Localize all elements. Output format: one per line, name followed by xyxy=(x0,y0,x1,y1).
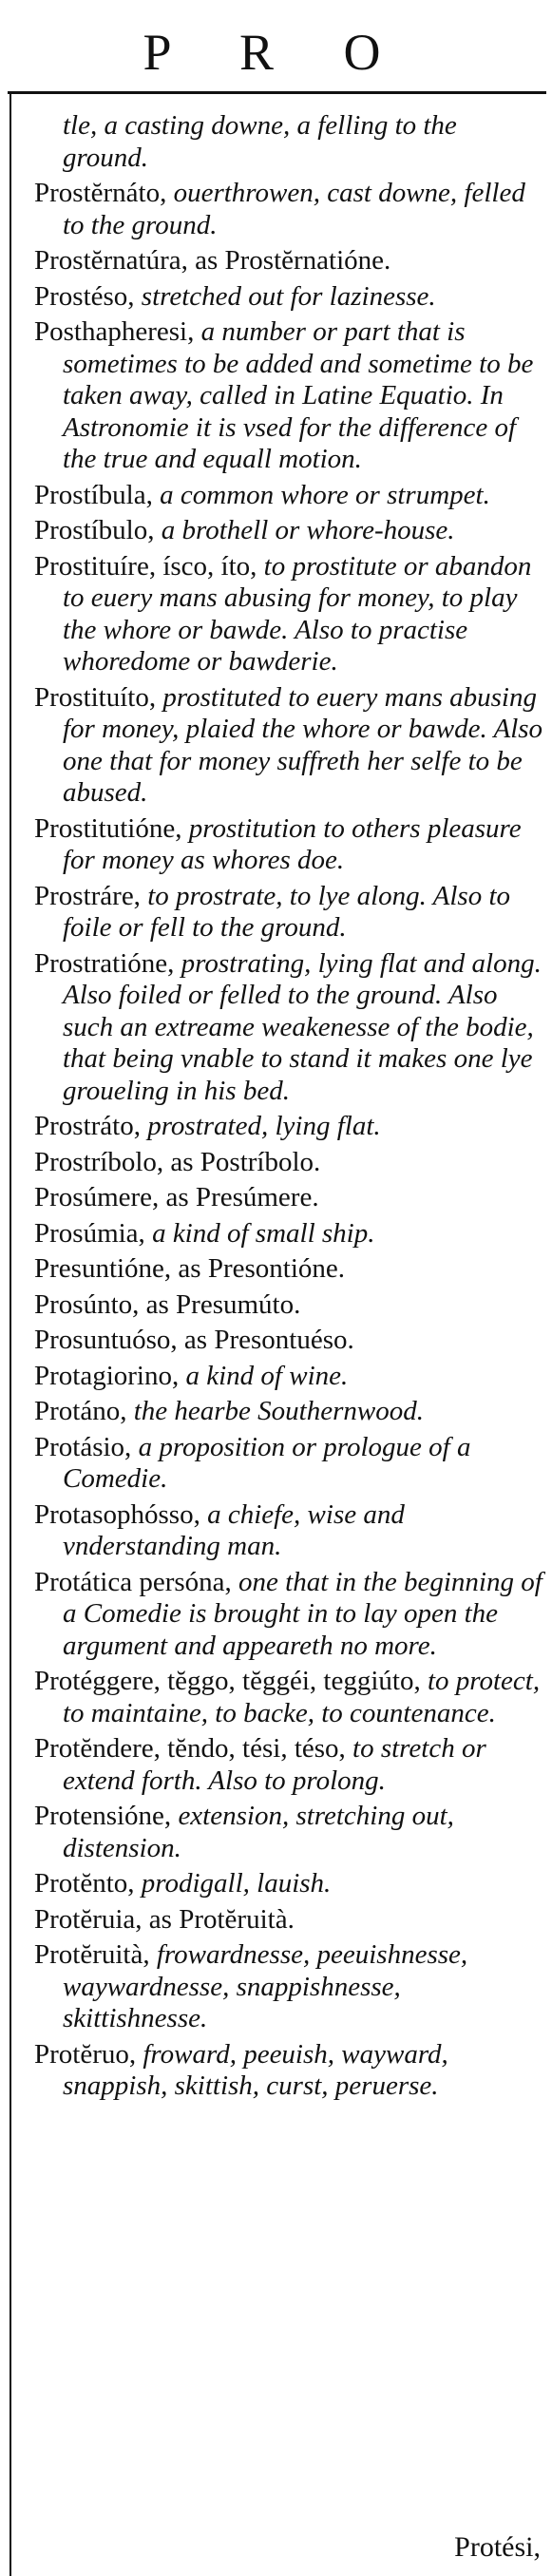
top-rule xyxy=(8,91,546,94)
dictionary-entry xyxy=(34,2039,543,2103)
entry-headword: Prostituíre, ísco, íto, xyxy=(34,550,264,582)
dictionary-entry xyxy=(34,1904,543,1937)
dictionary-entry xyxy=(34,1499,543,1563)
entry-definition: a kind of small ship. xyxy=(152,1217,375,1249)
dictionary-entry xyxy=(34,1147,543,1179)
dictionary-entry xyxy=(34,1182,543,1214)
entry-definition: prostituted to euery mans abusing for money, plaied the whore or bawde. Also one that for money suffreth her selfe to be abused. xyxy=(63,681,543,808)
column-rule xyxy=(10,93,11,2576)
entry-definition: to stretch or extend forth. Also to prolong. xyxy=(63,1733,486,1796)
entry-headword: Posthapheresi, xyxy=(34,316,201,347)
dictionary-entry xyxy=(34,1361,543,1393)
entry-definition: a proposition or prologue of a Comedie. xyxy=(63,1431,471,1494)
entry-definition: a kind of wine. xyxy=(185,1360,349,1391)
entry-definition: a brothell or whore-house. xyxy=(161,515,455,545)
entry-headword: Protagiorino, xyxy=(34,1360,186,1391)
entry-headword: Prostráre, xyxy=(34,880,148,911)
dictionary-entry xyxy=(34,245,543,277)
entry-headword: Prosuntuóso, as Presontuéso. xyxy=(34,1325,354,1355)
dictionary-entry xyxy=(34,1325,543,1357)
entry-headword: Protĕndere, tĕndo, tési, téso, xyxy=(34,1733,353,1764)
catchword: Protési, xyxy=(454,2531,541,2563)
entry-headword: Presuntióne, as Presontióne. xyxy=(34,1253,346,1284)
dictionary-entry xyxy=(34,1801,543,1864)
entry-headword: Protasophósso, xyxy=(34,1498,208,1530)
dictionary-entry xyxy=(34,682,543,810)
page-header xyxy=(0,23,552,82)
dictionary-entry xyxy=(34,515,543,547)
entry-definition: to prostitute or abandon to euery mans abusing for money, to play the whore or bawde. Also to practise whoredome or bawderie. xyxy=(63,550,532,677)
entry-headword: Protensióne, xyxy=(34,1801,179,1831)
dictionary-entry xyxy=(34,1939,543,2035)
entry-headword: Protĕruità, xyxy=(34,1939,157,1970)
entry-definition: prostitution to others pleasure for money as whores doe. xyxy=(63,812,522,875)
entry-definition: prostrating, lying flat and along. Also foiled or felled to the ground. Also such an extreame weakenesse of the bodie, that being vnable to stand it makes one lye groueling in his bed. xyxy=(63,947,542,1106)
entry-headword: Prostĕrnáto, xyxy=(34,178,174,208)
dictionary-entry xyxy=(34,480,543,512)
dictionary-entry xyxy=(34,948,543,1108)
entry-definition: the hearbe Southernwood. xyxy=(133,1396,424,1426)
dictionary-entry xyxy=(34,1567,543,1663)
entry-headword: Prostratióne, xyxy=(34,947,181,979)
dictionary-entry xyxy=(34,1218,543,1250)
entry-headword: Prostríbolo, as Postríbolo. xyxy=(34,1146,321,1177)
entry-headword: Prostéso, xyxy=(34,280,142,312)
entry-headword: Prosúmia, xyxy=(34,1217,153,1249)
dictionary-entry xyxy=(34,1733,543,1797)
entry-headword: Prostituíto, xyxy=(34,681,163,713)
entry-headword: Prostíbula, xyxy=(34,479,161,510)
dictionary-entry xyxy=(34,1432,543,1496)
entry-headword: Protéggere, tĕggo, tĕggéi, teggiúto, xyxy=(34,1666,428,1696)
entry-definition: prostrated, lying flat. xyxy=(147,1111,381,1141)
entry-headword: Prostráto, xyxy=(34,1111,148,1141)
dictionary-entry xyxy=(34,1396,543,1428)
entry-definition: a common whore or strumpet. xyxy=(160,479,490,510)
dictionary-entry xyxy=(34,1868,543,1900)
entry-headword: Prostíbulo, xyxy=(34,515,162,545)
entry-definition: a chiefe, wise and vnderstanding man. xyxy=(63,1498,405,1561)
entry-headword: Prostĕrnatúra, as Prostĕrnatióne. xyxy=(34,245,391,276)
entry-headword: Protĕnto, xyxy=(34,1868,142,1899)
dictionary-entry xyxy=(34,1253,543,1286)
entry-definition: tle, a casting downe, a felling to the ground. xyxy=(63,110,457,173)
dictionary-entry xyxy=(34,881,543,945)
entry-headword: Protásio, xyxy=(34,1431,139,1462)
entry-definition: one that in the beginning of a Comedie is brought in to lay open the argument and appeareth no more. xyxy=(63,1566,542,1661)
entry-definition: froward, peeuish, wayward, snappish, skittish, curst, peruerse. xyxy=(63,2038,448,2101)
entry-definition: extension, stretching out, distension. xyxy=(63,1801,454,1863)
entry-headword: Protĕruo, xyxy=(34,2038,143,2070)
dictionary-entry xyxy=(34,1666,543,1729)
entry-headword: Protáno, xyxy=(34,1396,134,1426)
entry-headword: Protática persóna, xyxy=(34,1566,239,1597)
entry-definition: ouerthrowen, cast downe, felled to the ground. xyxy=(63,178,525,240)
entry-definition: frowardnesse, peeuishnesse, waywardnesse, snappishnesse, skittishnesse. xyxy=(63,1939,468,2033)
dictionary-entry xyxy=(34,110,543,174)
dictionary-entry xyxy=(34,1111,543,1143)
entry-definition: stretched out for lazinesse. xyxy=(141,280,436,312)
dictionary-entry xyxy=(34,281,543,314)
running-head: P R O xyxy=(143,24,409,81)
entry-definition: prodigall, lauish. xyxy=(141,1868,332,1899)
entry-headword: Prosúnto, as Presumúto. xyxy=(34,1288,301,1320)
dictionary-column xyxy=(34,110,543,2107)
entry-headword: Prosúmere, as Presúmere. xyxy=(34,1182,319,1212)
entry-headword: Protĕruia, as Protĕruità. xyxy=(34,1903,295,1935)
entry-definition: a number or part that is sometimes to be added and sometime to be taken away, called in Latine Equatio. In Astronomie it is vsed for the difference of the true and equall motion. xyxy=(63,316,534,474)
dictionary-entry xyxy=(34,316,543,476)
entry-definition: to protect, to maintaine, to backe, to countenance. xyxy=(63,1666,541,1728)
dictionary-entry xyxy=(34,813,543,877)
dictionary-entry xyxy=(34,1289,543,1322)
dictionary-entry xyxy=(34,178,543,241)
entry-headword: Prostitutióne, xyxy=(34,812,189,844)
dictionary-entry xyxy=(34,551,543,678)
entry-definition: to prostrate, to lye along. Also to foile or fell to the ground. xyxy=(63,880,511,943)
